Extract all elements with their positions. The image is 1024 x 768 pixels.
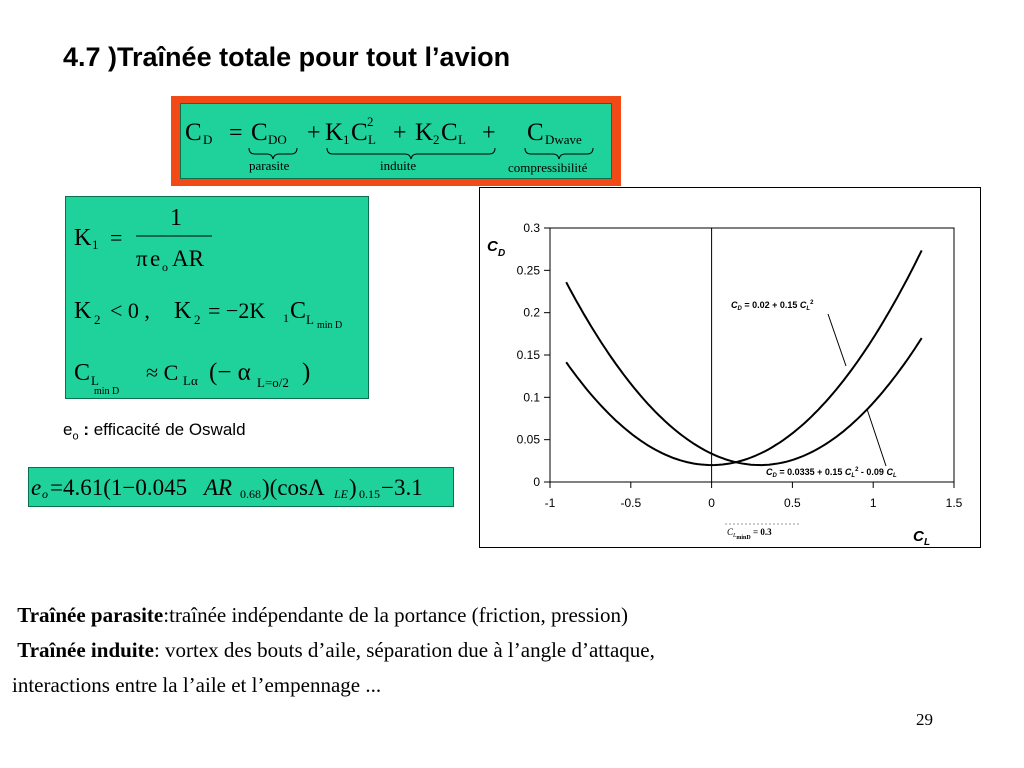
- eq-lhs-sub: D: [203, 132, 213, 147]
- eq-cl2-sub: L: [458, 132, 466, 147]
- eo-part1: =4.61(1−0.045: [50, 475, 188, 500]
- eo-exp2: 0.15: [359, 487, 380, 501]
- k-equations-box: [65, 196, 369, 399]
- eo-ar: AR: [204, 475, 233, 500]
- x-axis-label: C: [913, 528, 924, 545]
- x-tick-label: -1: [544, 496, 556, 510]
- k1-lhs: K: [74, 225, 92, 251]
- y-tick-label: 0: [533, 475, 540, 489]
- page-number: 29: [916, 710, 933, 729]
- eq-cdo-sub: DO: [268, 132, 287, 147]
- cl-lhs: C: [74, 360, 91, 386]
- k1-den-o: o: [162, 260, 168, 274]
- text-line-interactions: interactions entre la l’aile et l’empennage ...: [12, 673, 382, 697]
- eq-cl1-sup: 2: [367, 114, 374, 129]
- eq-cl1: C: [351, 119, 368, 146]
- label-induite: induite: [380, 158, 417, 173]
- oswald-formula-box: [28, 467, 454, 507]
- k2b-c-subsub: min D: [317, 320, 343, 331]
- induite-description: : vortex des bouts d’aile, séparation due à l’angle d’attaque,: [153, 638, 655, 662]
- cl-paren-sub: L=o/2: [257, 375, 289, 390]
- eq-k2-sub: 2: [433, 132, 440, 147]
- eq-cdwave-sub: Dwave: [545, 132, 582, 147]
- k2b-c-sub: L: [306, 312, 314, 327]
- eq-plus-1: +: [307, 120, 321, 146]
- cl-lhs-subsub: min D: [94, 386, 120, 397]
- x-axis-label-sub: L: [924, 537, 931, 548]
- eq-cl2: C: [441, 119, 458, 146]
- eo-part2: )(cosΛ: [262, 475, 325, 500]
- slide-title: 4.7 )Traînée totale pour tout l’avion: [63, 42, 511, 72]
- main-equation: [181, 104, 613, 180]
- series-line-1: [566, 250, 922, 465]
- eq-cdwave: C: [527, 119, 544, 146]
- eq-equals: =: [229, 120, 243, 146]
- eq-k1-sub: 1: [343, 132, 350, 147]
- x-tick-label: -0.5: [620, 496, 642, 510]
- brace-compressibilite: [525, 148, 593, 159]
- eq-k1: K: [325, 119, 344, 146]
- curve2-annotation: $C_D = 0.0335 + 0.15$ $C_L^2 - 0.09$ $C_L$: [766, 467, 897, 479]
- x-tick-label: 1.5: [945, 496, 963, 510]
- oswald-text: efficacité de Oswald: [93, 420, 246, 439]
- oswald-e: e: [63, 420, 73, 439]
- clmind-annotation: $C_{LminD} = 0.3$: [727, 527, 772, 541]
- cl-approx: ≈ C: [146, 360, 179, 385]
- curve1-leader-line: [828, 314, 846, 366]
- y-axis-label-sub: D: [498, 248, 506, 259]
- y-tick-label: 0.15: [516, 348, 540, 362]
- drag-polar-chart: [479, 187, 981, 548]
- k1-den-pi: π: [136, 246, 148, 271]
- eq-cl1-sub: L: [368, 132, 376, 147]
- eq-plus-3: +: [482, 120, 496, 146]
- curve2-leader-line: [867, 409, 886, 466]
- label-parasite: parasite: [249, 158, 290, 173]
- k1-lhs-sub: 1: [92, 237, 99, 252]
- oswald-e-sub: o: [72, 430, 79, 443]
- y-axis-label: C: [487, 238, 498, 255]
- cl-paren-open: (− α: [209, 359, 251, 386]
- k1-numerator: 1: [170, 205, 182, 231]
- y-tick-label: 0.25: [516, 263, 540, 278]
- label-compressibilite: compressibilité: [508, 160, 588, 175]
- cl-paren-close: ): [302, 359, 311, 386]
- eq-lhs: C: [185, 119, 202, 146]
- x-tick-label: 0: [708, 496, 715, 510]
- x-tick-label: 1: [869, 496, 877, 510]
- k1-den-e: e: [150, 246, 161, 271]
- y-tick-label: 0.05: [516, 432, 540, 447]
- x-tick-label: 0.5: [784, 496, 801, 510]
- oswald-formula: [29, 468, 455, 508]
- k2b-lhs-sub: 2: [194, 312, 201, 327]
- y-tick-label: 0.3: [523, 221, 540, 235]
- k2-lhs-sub: 2: [94, 312, 101, 327]
- body-text: [12, 598, 655, 703]
- oswald-label: [63, 420, 246, 442]
- eo-o: o: [42, 487, 48, 501]
- eo-le: LE: [334, 487, 349, 501]
- eq-cdo: C: [251, 119, 268, 146]
- y-tick-label: 0.1: [523, 390, 540, 405]
- k1-equals: =: [110, 225, 123, 250]
- k2b-rhs: = −2K: [208, 298, 266, 323]
- text-line-parasite: [12, 598, 655, 633]
- parasite-term: Traînée parasite: [17, 603, 164, 627]
- oswald-colon: :: [78, 420, 94, 439]
- k-equations: [66, 197, 370, 400]
- eq-plus-2: +: [393, 120, 407, 146]
- text-line-induite: [12, 633, 655, 668]
- eq-k2: K: [415, 119, 434, 146]
- k2-less-than: < 0 ,: [110, 298, 150, 323]
- k1-den-ar: AR: [172, 246, 204, 271]
- cl-lhs-sub: L: [91, 373, 99, 388]
- curve1-annotation: $C_D = 0.02 + 0.15$ $C_L^2$: [731, 300, 814, 312]
- main-equation-box: [180, 103, 612, 179]
- parasite-description: :traînée indépendante de la portance (friction, pression): [163, 603, 628, 627]
- induite-term: Traînée induite: [17, 638, 154, 662]
- k2b-k1-sub: 1: [283, 311, 289, 325]
- k2b-lhs: K: [174, 298, 192, 324]
- eo-part4: −3.1: [381, 475, 423, 500]
- eo-e: e: [31, 475, 42, 500]
- k2b-c: C: [290, 298, 307, 324]
- k2-lhs: K: [74, 298, 92, 324]
- y-tick-label: 0.2: [523, 305, 540, 320]
- eo-part3: ): [349, 475, 357, 500]
- eo-exp1: 0.68: [240, 487, 261, 501]
- cl-approx-sub: Lα: [183, 373, 198, 388]
